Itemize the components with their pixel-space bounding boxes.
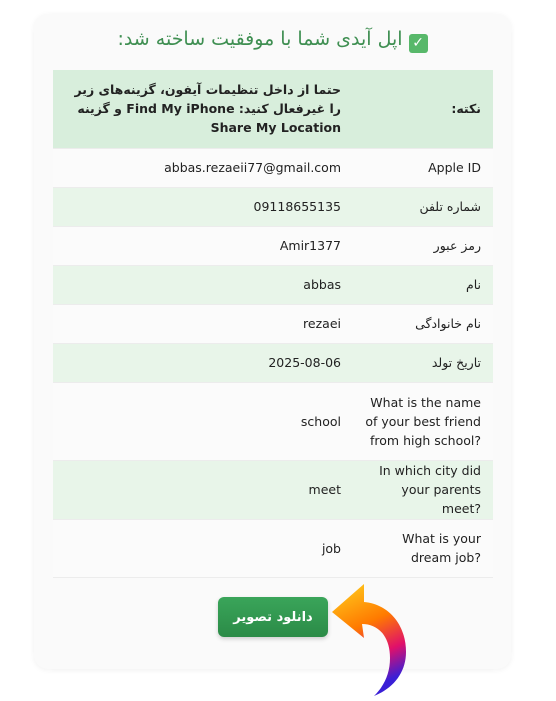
row-label: رمز عبور: [353, 226, 493, 265]
page-title-text: اپل آیدی شما با موفقیت ساخته شد:: [117, 28, 403, 50]
row-label: نام: [353, 265, 493, 304]
table-row: [53, 265, 493, 304]
table-row: [53, 226, 493, 265]
account-info-table: [53, 70, 493, 578]
security-question-row: [53, 519, 493, 577]
check-mark-icon: ✓: [409, 34, 428, 53]
question-answer: job: [53, 519, 353, 577]
row-value: 09118655135: [53, 187, 353, 226]
row-label: شماره تلفن: [353, 187, 493, 226]
question-text: What is the name of your best friend from high school?: [353, 382, 493, 460]
row-label: نام خانوادگی: [353, 304, 493, 343]
row-value: abbas.rezaeii77@gmail.com: [53, 148, 353, 187]
table-row: [53, 304, 493, 343]
question-text: What is your dream job?: [353, 519, 493, 577]
row-label: تاریخ تولد: [353, 343, 493, 382]
note-row: [53, 70, 493, 148]
note-label: نکته:: [353, 70, 493, 148]
question-text: In which city did your parents meet?: [353, 460, 493, 519]
row-value: abbas: [53, 265, 353, 304]
curved-arrow-icon: [330, 580, 410, 700]
question-answer: meet: [53, 460, 353, 519]
row-value: 2025-08-06: [53, 343, 353, 382]
note-text: حتما از داخل تنظیمات آیفون، گزینه‌های زیر را غیرفعال کنید: Find My iPhone و گزینه Share My Location: [53, 70, 353, 148]
download-image-button[interactable]: دانلود تصویر: [218, 597, 328, 637]
table-row: [53, 343, 493, 382]
page-title: [34, 28, 511, 53]
security-question-row: [53, 460, 493, 519]
question-answer: school: [53, 382, 353, 460]
row-label: Apple ID: [353, 148, 493, 187]
row-value: Amir1377: [53, 226, 353, 265]
security-question-row: [53, 382, 493, 460]
row-value: rezaei: [53, 304, 353, 343]
table-row: [53, 187, 493, 226]
table-row: [53, 148, 493, 187]
